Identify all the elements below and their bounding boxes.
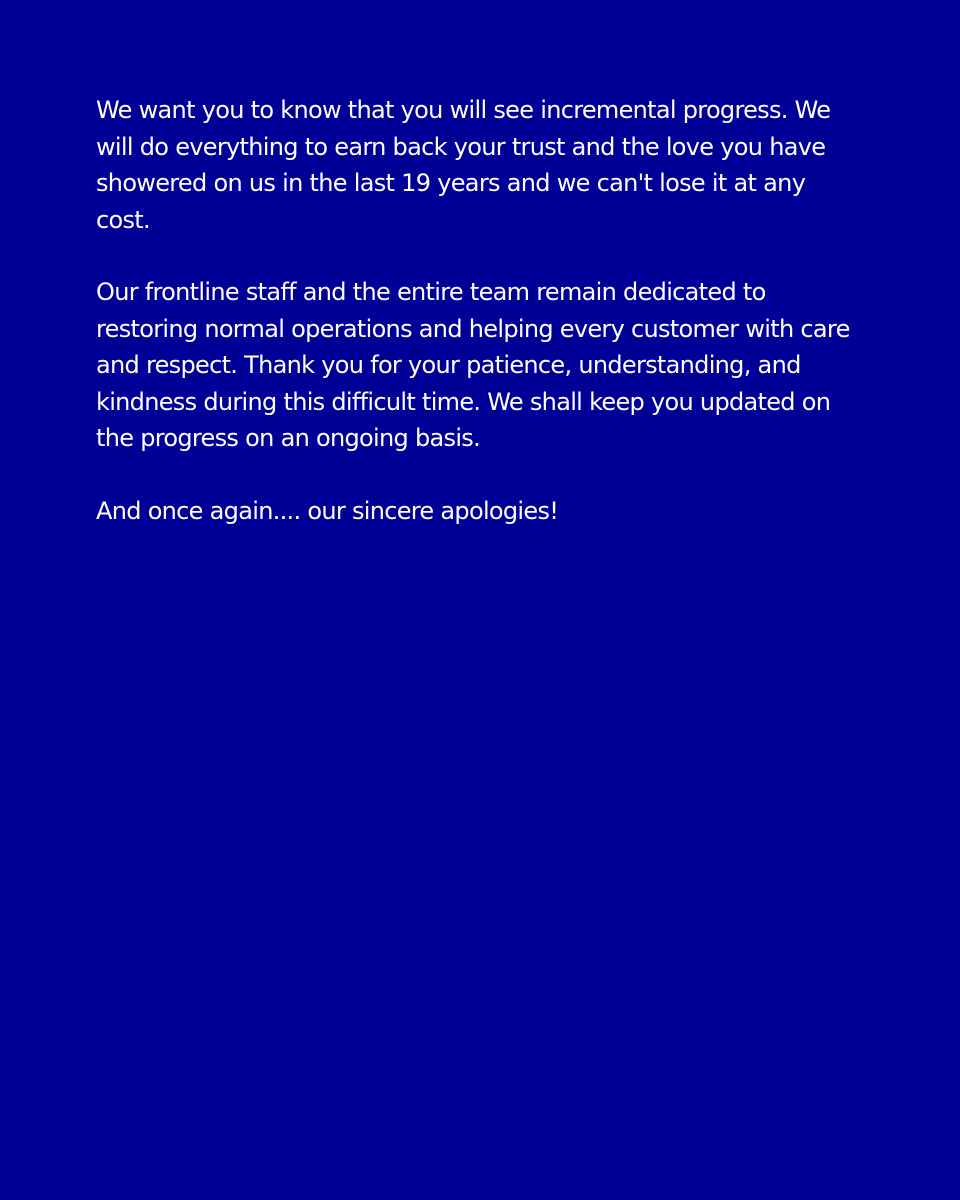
paragraph-progress: We want you to know that you will see incremental progress. We will do everything to earn back your trust and the love you have showered on us in the last 19 years and we can't lose it at any cost. bbox=[96, 96, 831, 234]
paragraph-team: Our frontline staff and the entire team remain dedicated to restoring normal operations and helping every customer with care and respect. Thank you for your patience, understanding, and kindness during this difficult time. We shall keep you updated on the progress on an ongoing basis. bbox=[96, 278, 850, 452]
paragraph-apology: And once again.... our sincere apologies! bbox=[96, 496, 559, 525]
